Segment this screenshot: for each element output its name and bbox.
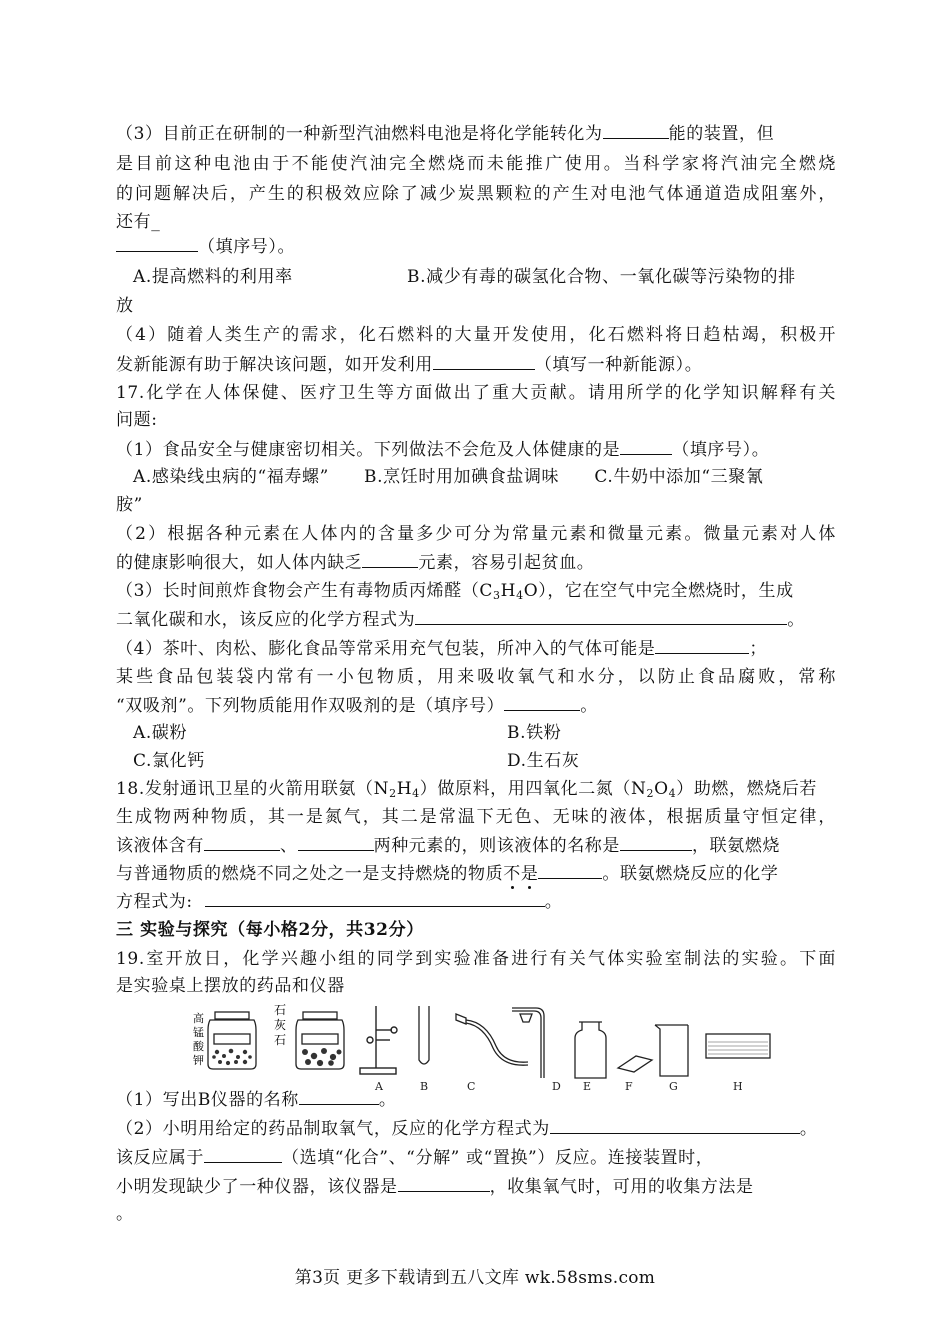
letter-A: A [375,1080,383,1092]
letter-H: H [733,1080,743,1092]
glass-plate-F [618,1056,652,1072]
q16-4-line2: 发新能源有助于解决该问题，如开发利用 （填写一种新能源）。 [116,355,703,375]
section-3-heading: 三 实验与探究（每小格2分，共32分） [116,920,424,940]
answer-blank [299,1088,379,1105]
q16-3-line5: （填序号）。 [116,235,295,258]
answer-blank [362,551,418,568]
q19-2-line3: 小明发现缺少了一种仪器，该仪器是 ，收集氧气时，可用的收集方法是 [116,1177,754,1197]
q18-line2: 生成物两种物质，其一是氮气，其二是常温下无色、无味的液体，根据质量守恒定律， [116,807,836,827]
q17-2-line1: （2）根据各种元素在人体内的含量多少可分为常量元素和微量元素。微量元素对人体 [116,524,836,544]
bottle2-label-char: 石 [274,1003,287,1017]
q18-line1: 18.发射通讯卫星的火箭用联氨$(N_2H_4)$做原料，用四氧化二氮$(N_2O_4)$助燃，燃烧后若 [116,779,818,800]
apparatus-figure [190,1000,790,1092]
answer-blank [204,1146,282,1163]
q19-line1: 19.室开放日，化学兴趣小组的同学到实验准备进行有关气体实验室制法的实验。下面 [116,949,836,969]
answer-blank [433,353,535,370]
answer-blank [204,834,280,851]
bottle2-label-char: 灰 [274,1018,287,1032]
answer-blank [538,862,602,879]
q17-line1: 17.化学在人体保健、医疗卫生等方面做出了重大贡献。请用所学的化学知识解释有关 [116,383,836,403]
answer-blank [116,235,198,252]
answer-blank [205,890,545,907]
q17-4-line3: “双吸剂”。下列物质能用作双吸剂的是（填序号） 。 [116,696,598,716]
q16-option-b-cont: 放 [116,296,134,316]
lab-apparatus-drawing [190,1000,790,1092]
page-footer: 第3页 更多下载请到五八文库 wk.58sms.com [294,1268,656,1288]
q18-line4: 与普通物质的燃烧不同之处之一是支持燃烧的物质不是 。联氨燃烧反应的化学 [116,864,779,884]
letter-D: D [552,1080,561,1092]
q17-option-a: A.碳粉 [133,723,188,743]
q17-1-line: （1）食品安全与健康密切相关。下列做法不会危及人体健康的是 （填序号）。 [116,440,770,460]
water-trough-H [706,1034,770,1058]
bottle-limestone [296,1012,344,1069]
q19-line2: 是实验桌上摆放的药品和仪器 [116,976,345,996]
answer-blank [415,608,787,625]
delivery-tube-C [456,1014,528,1065]
q16-3-line4: 还有_ [116,212,161,232]
answer-blank [620,438,672,455]
q16-option-a: A.提高燃料的利用率 [133,267,293,287]
bent-tube-D [512,1008,544,1078]
gas-jar-E [575,1022,606,1078]
beaker-G [655,1025,688,1076]
q17-option-b: B.铁粉 [507,723,562,743]
q17-option-d: D.生石灰 [507,751,580,771]
letter-E: E [583,1080,592,1092]
q17-line2: 问题: [116,410,158,430]
q17-option-c: C.氯化钙 [133,751,205,771]
q16-option-b: B.减少有毒的碳氢化合物、一氧化碳等污染物的排 [407,267,796,287]
bottle1-label-char: 高 [193,1012,204,1025]
q17-2-line2: 的健康影响很大，如人体内缺乏 元素，容易引起贫血。 [116,553,595,573]
bottle-potassium-permanganate [208,1012,256,1069]
q17-4-line1: （4）茶叶、肉松、膨化食品等常采用充气包装，所冲入的气体可能是 ； [116,639,768,659]
answer-blank [398,1175,490,1192]
answer-blank [550,1117,800,1134]
answer-blank [603,122,669,139]
answer-blank [298,834,374,851]
answer-blank [620,834,692,851]
letter-F: F [625,1080,633,1092]
answer-blank [655,637,749,654]
q19-2-line4: 。 [116,1204,134,1224]
q16-3-line3: 的问题解决后，产生的积极效应除了减少炭黑颗粒的产生对电池气体通道造成阻塞外， [116,184,836,204]
q17-3-line2: 二氧化碳和水，该反应的化学方程式为 。 [116,610,805,630]
letter-G: G [669,1080,678,1092]
bottle2-label-char: 石 [274,1033,287,1047]
bottle1-label-char: 钾 [193,1054,204,1067]
q18-line3: 该液体含有 、 两种元素的，则该液体的名称是 ，联氨燃烧 [116,836,781,856]
letter-C: C [467,1080,476,1092]
q19-2-line2: 该反应属于 （选填“化合”、“分解” 或“置换”）反应。连接装置时， [116,1148,714,1168]
q17-options-cont: 胺” [116,495,143,515]
q18-line5: 方程式为: 。 [116,892,563,912]
iron-stand-A [360,1006,397,1074]
q17-4-line2: 某些食品包装袋内常有一小包物质，用来吸收氧气和水分，以防止食品腐败，常称 [116,667,836,687]
q16-4-line1: （4）随着人类生产的需求，化石燃料的大量开发使用，化石燃料将日趋枯竭，积极开 [116,325,836,345]
test-tube-B [419,1006,429,1064]
q19-1-line: （1）写出B仪器的名称 。 [116,1090,397,1110]
bottle1-label-char: 锰 [193,1026,204,1039]
q16-3-line1: （3）目前正在研制的一种新型汽油燃料电池是将化学能转化为 能的装置，但 [116,124,775,144]
bottle1-label-char: 酸 [193,1040,204,1053]
q17-3-line1: （3）长时间煎炸食物会产生有毒物质丙烯醛$(C_3H_4O)$，它在空气中完全燃烧时，生成 [116,581,794,602]
answer-blank [504,694,580,711]
q19-2-line1: （2）小明用给定的药品制取氧气，反应的化学方程式为 。 [116,1119,818,1139]
q17-options: A.感染线虫病的“福寿螺” B.烹饪时用加碘食盐调味 C.牛奶中添加“三聚氰 [133,467,764,487]
letter-B: B [420,1080,429,1092]
q16-3-line2: 是目前这种电池由于不能使汽油完全燃烧而未能推广使用。当科学家将汽油完全燃烧 [116,154,836,174]
